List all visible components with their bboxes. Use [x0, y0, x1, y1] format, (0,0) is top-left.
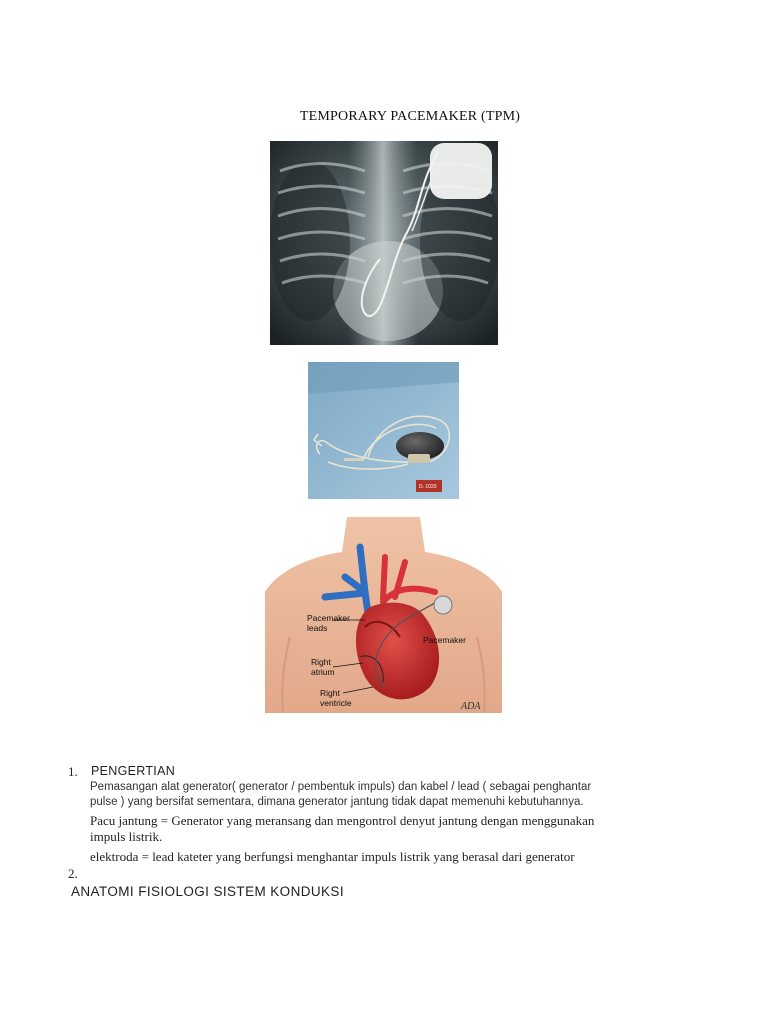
- ada-logo: ADA: [461, 701, 481, 712]
- paragraph-line: Pemasangan alat generator( generator / pembentuk impuls) dan kabel / lead ( sebagai penghantar: [90, 781, 592, 793]
- label-pacemaker: Pacemaker: [423, 635, 466, 645]
- heart-pacemaker-illustration: [265, 517, 502, 713]
- section-1-heading: PENGERTIAN: [91, 764, 176, 778]
- paragraph-elektroda: elektroda = lead kateter yang berfungsi menghantar impuls listrik yang berasal dari generator: [90, 849, 575, 864]
- label-right-ventricle-1: Right: [320, 688, 340, 698]
- paragraph-pacu-jantung: [90, 813, 690, 845]
- paragraph-line: impuls listrik.: [90, 829, 163, 844]
- label-right-atrium-1: Right: [311, 657, 331, 667]
- paragraph-line: Pacu jantung = Generator yang meransang dan mengontrol denyut jantung dengan menggunakan: [90, 813, 595, 828]
- page-title: TEMPORARY PACEMAKER (TPM): [299, 109, 521, 124]
- device-tag: D. 1020: [419, 484, 437, 490]
- label-right-ventricle-2: ventricle: [320, 698, 352, 708]
- section-2-number: 2.: [68, 866, 78, 881]
- section-1-number: 1.: [68, 764, 78, 779]
- label-right-atrium-2: atrium: [311, 667, 335, 677]
- section-2-heading: ANATOMI FISIOLOGI SISTEM KONDUKSI: [71, 884, 344, 899]
- paragraph-definition: [90, 780, 690, 810]
- pacemaker-device-image: [308, 362, 459, 499]
- chest-xray-image: [270, 141, 498, 345]
- paragraph-line: pulse ) yang bersifat sementara, dimana generator jantung tidak dapat memenuhi kebutuhannya.: [90, 796, 584, 808]
- label-pacemaker-leads-2: leads: [307, 623, 328, 633]
- label-pacemaker-leads-1: Pacemaker: [307, 613, 350, 623]
